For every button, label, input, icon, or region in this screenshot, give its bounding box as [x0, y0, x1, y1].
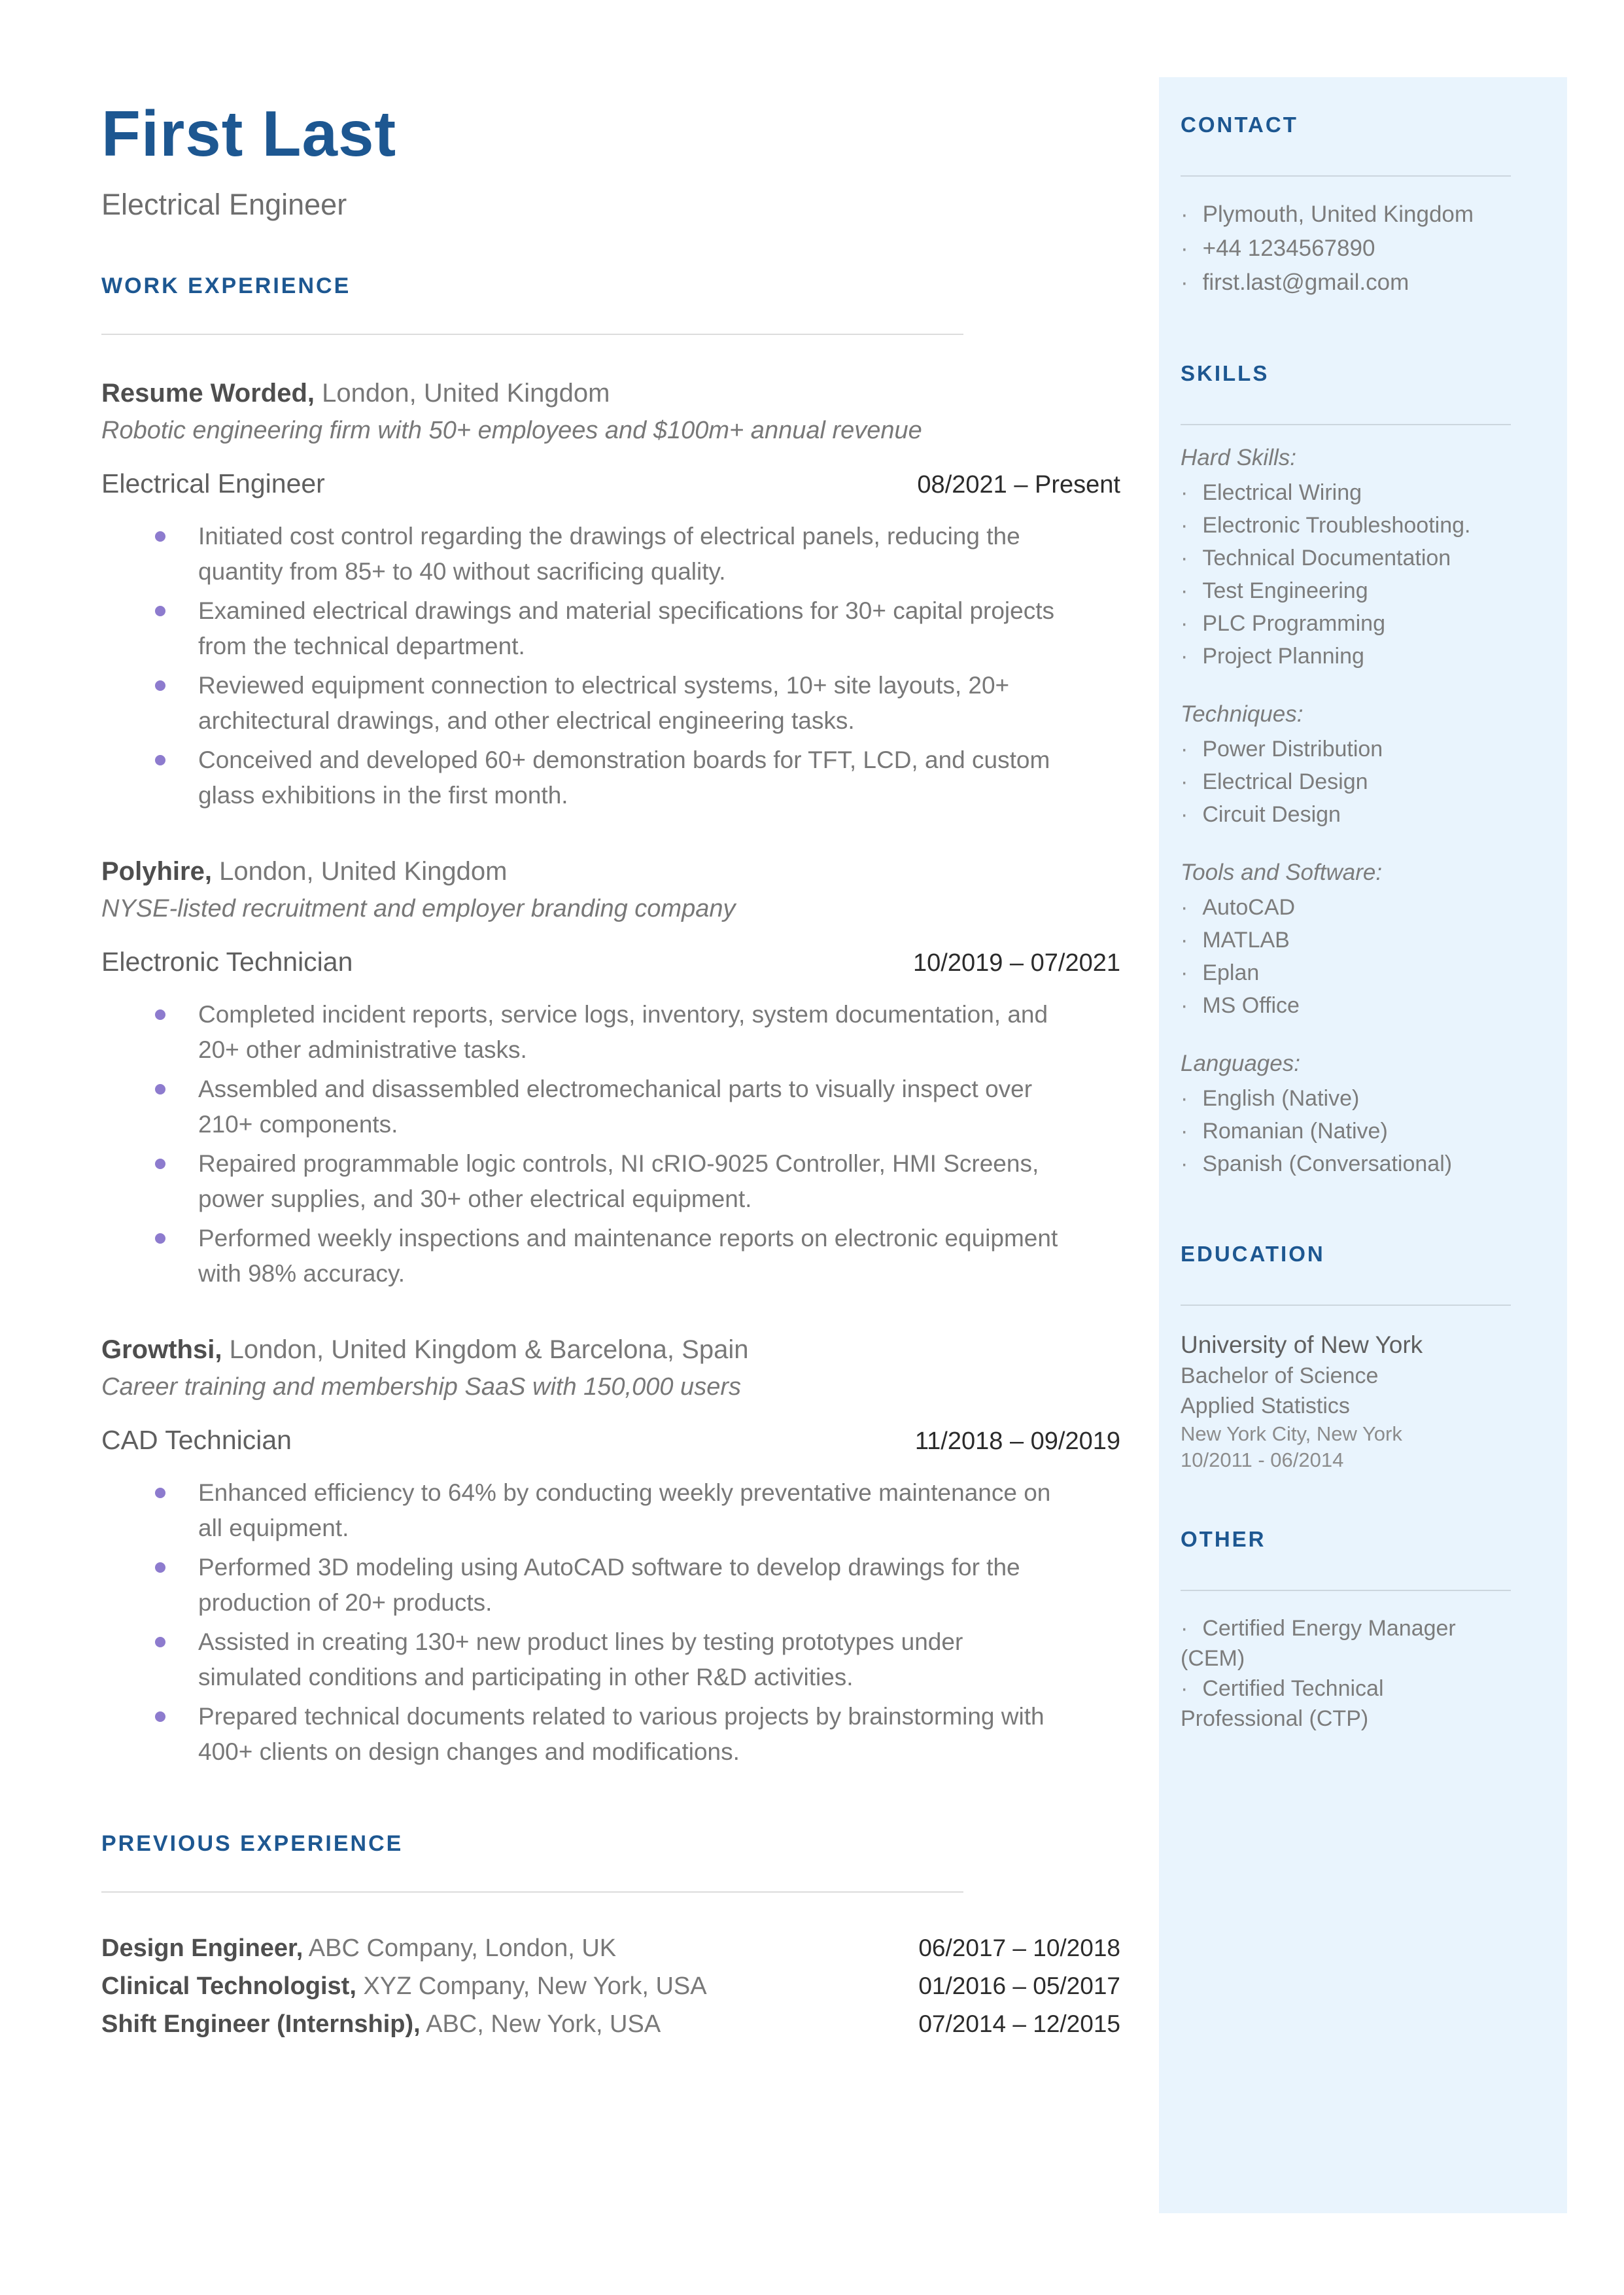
section-divider — [101, 334, 963, 335]
job-location: London, United Kingdom & Barcelona, Spain — [229, 1335, 749, 1364]
sidebar-heading-contact: CONTACT — [1181, 113, 1298, 137]
education-entry — [1181, 1329, 1521, 1473]
skill-item: · MATLAB — [1181, 924, 1521, 956]
job-bullet-list — [101, 997, 1120, 1291]
job-company-line — [101, 377, 1120, 410]
skill-item: · AutoCAD — [1181, 891, 1521, 924]
job-dates: 10/2019 – 07/2021 — [913, 949, 1120, 977]
bullet-item: Initiated cost control regarding the drawings of electrical panels, reducing the quantity from 85+ to 40 without sacrificing quality. — [198, 519, 1068, 589]
skills-group-list — [1181, 1082, 1521, 1180]
job-company: Polyhire, — [101, 857, 212, 886]
previous-experience-row — [101, 2005, 1120, 2043]
section-heading-work-experience: WORK EXPERIENCE — [101, 273, 351, 298]
previous-role: Design Engineer, — [101, 1935, 303, 1962]
previous-role: Clinical Technologist, — [101, 1972, 356, 2000]
previous-experience-rows — [101, 1929, 1120, 2043]
job-description: NYSE-listed recruitment and employer branding company — [101, 895, 736, 922]
skills-group-list — [1181, 476, 1521, 673]
previous-dates: 07/2014 – 12/2015 — [918, 2010, 1120, 2037]
education-school: University of New York — [1181, 1331, 1423, 1358]
bullet-item: Prepared technical documents related to various projects by brainstorming with 400+ clients on design changes and modifications. — [198, 1699, 1068, 1770]
resume-name: First Last — [101, 97, 397, 169]
bullet-item: Performed weekly inspections and maintenance reports on electronic equipment with 98% accuracy. — [198, 1221, 1068, 1291]
job-title: Electronic Technician — [101, 947, 353, 977]
previous-role-line — [101, 1929, 616, 1967]
job-company: Resume Worded, — [101, 379, 315, 408]
job-bullet-list — [101, 1475, 1120, 1770]
bullet-item: Examined electrical drawings and material specifications for 30+ capital projects from the technical department. — [198, 593, 1068, 664]
skill-item: · Eplan — [1181, 956, 1521, 989]
bullet-item: Repaired programmable logic controls, NI cRIO-9025 Controller, HMI Screens, power supplies, and 30+ other electrical equipment. — [198, 1146, 1068, 1217]
job-dates: 08/2021 – Present — [917, 471, 1120, 499]
skill-item: · PLC Programming — [1181, 607, 1521, 640]
skills-group-label: Tools and Software: — [1181, 860, 1383, 885]
language-item: · English (Native) — [1181, 1082, 1521, 1115]
skill-item: · Test Engineering — [1181, 574, 1521, 607]
previous-role-line — [101, 1967, 707, 2005]
language-item: · Spanish (Conversational) — [1181, 1148, 1521, 1180]
section-heading-previous-experience: PREVIOUS EXPERIENCE — [101, 1831, 404, 1856]
contact-list — [1181, 198, 1521, 300]
skills-group-list — [1181, 733, 1521, 831]
sidebar-heading-education: EDUCATION — [1181, 1242, 1325, 1266]
skill-item: · Project Planning — [1181, 640, 1521, 673]
language-item: · Romanian (Native) — [1181, 1115, 1521, 1148]
previous-role: Shift Engineer (Internship), — [101, 2010, 421, 2038]
job-location: London, United Kingdom — [322, 379, 610, 408]
skill-item: · Technical Documentation — [1181, 542, 1521, 574]
job-title: Electrical Engineer — [101, 468, 325, 499]
previous-role-details: ABC, New York, USA — [426, 2010, 661, 2038]
job-description: Robotic engineering firm with 50+ employees and $100m+ annual revenue — [101, 417, 922, 444]
skill-item: · Circuit Design — [1181, 798, 1521, 831]
previous-role-line — [101, 2005, 661, 2043]
education-degree: Bachelor of Science — [1181, 1363, 1379, 1388]
job-bullet-list — [101, 519, 1120, 813]
sidebar-heading-skills: SKILLS — [1181, 361, 1270, 385]
certification-item: · Certified Energy Manager (CEM) — [1181, 1613, 1462, 1673]
job-location: London, United Kingdom — [219, 857, 508, 886]
skill-item: · Electronic Troubleshooting. — [1181, 509, 1521, 542]
bullet-item: Reviewed equipment connection to electrical systems, 10+ site layouts, 20+ architectural drawings, and other electrical engineering tasks. — [198, 668, 1068, 739]
skills-group-label: Techniques: — [1181, 701, 1304, 727]
job-entry — [101, 377, 1120, 813]
skill-item: · Power Distribution — [1181, 733, 1521, 765]
main-column — [101, 0, 1120, 2043]
job-description: Career training and membership SaaS with 150,000 users — [101, 1373, 741, 1401]
skill-item: · Electrical Wiring — [1181, 476, 1521, 509]
bullet-item: Performed 3D modeling using AutoCAD software to develop drawings for the production of 20+ products. — [198, 1550, 1068, 1621]
sidebar-divider — [1181, 175, 1511, 177]
job-title-row — [101, 947, 1120, 977]
bullet-item: Conceived and developed 60+ demonstration boards for TFT, LCD, and custom glass exhibitions in the first month. — [198, 743, 1068, 813]
sidebar — [1159, 77, 1567, 2213]
bullet-item: Assisted in creating 130+ new product lines by testing prototypes under simulated conditions and participating in other R&D activities. — [198, 1624, 1068, 1695]
job-title: CAD Technician — [101, 1425, 292, 1455]
education-dates: 10/2011 - 06/2014 — [1181, 1448, 1344, 1471]
previous-experience-row — [101, 1967, 1120, 2005]
skills-group-label: Hard Skills: — [1181, 445, 1296, 470]
section-divider — [101, 1891, 963, 1893]
job-company-line — [101, 855, 1120, 888]
skills-group-label: Languages: — [1181, 1051, 1300, 1076]
job-entry — [101, 855, 1120, 1291]
contact-item-email: · first.last@gmail.com — [1181, 266, 1521, 300]
previous-role-details: ABC Company, London, UK — [308, 1935, 617, 1962]
job-title-row — [101, 468, 1120, 499]
skills-group-list — [1181, 891, 1521, 1022]
job-dates: 11/2018 – 09/2019 — [914, 1428, 1120, 1455]
job-company-line — [101, 1333, 1120, 1366]
bullet-item: Assembled and disassembled electromechanical parts to visually inspect over 210+ components. — [198, 1072, 1068, 1142]
bullet-item: Completed incident reports, service logs, inventory, system documentation, and 20+ other administrative tasks. — [198, 997, 1068, 1068]
previous-role-details: XYZ Company, New York, USA — [363, 1972, 707, 2000]
previous-experience-row — [101, 1929, 1120, 1967]
job-entry — [101, 1333, 1120, 1770]
certifications-list — [1181, 1613, 1521, 1734]
certification-item: · Certified Technical Professional (CTP) — [1181, 1673, 1462, 1734]
sidebar-divider — [1181, 1305, 1511, 1306]
education-location: New York City, New York — [1181, 1422, 1402, 1445]
sidebar-heading-other: OTHER — [1181, 1527, 1266, 1551]
contact-item-location: · Plymouth, United Kingdom — [1181, 198, 1521, 232]
bullet-item: Enhanced efficiency to 64% by conducting weekly preventative maintenance on all equipment. — [198, 1475, 1068, 1546]
skill-item: · Electrical Design — [1181, 765, 1521, 798]
contact-item-phone: · +44 1234567890 — [1181, 232, 1521, 266]
sidebar-divider — [1181, 424, 1511, 425]
job-company: Growthsi, — [101, 1335, 222, 1364]
education-major: Applied Statistics — [1181, 1393, 1350, 1418]
skill-item: · MS Office — [1181, 989, 1521, 1022]
sidebar-divider — [1181, 1590, 1511, 1591]
previous-dates: 06/2017 – 10/2018 — [918, 1935, 1120, 1961]
previous-dates: 01/2016 – 05/2017 — [918, 1972, 1120, 1999]
resume-job-title: Electrical Engineer — [101, 188, 347, 221]
job-title-row — [101, 1425, 1120, 1456]
